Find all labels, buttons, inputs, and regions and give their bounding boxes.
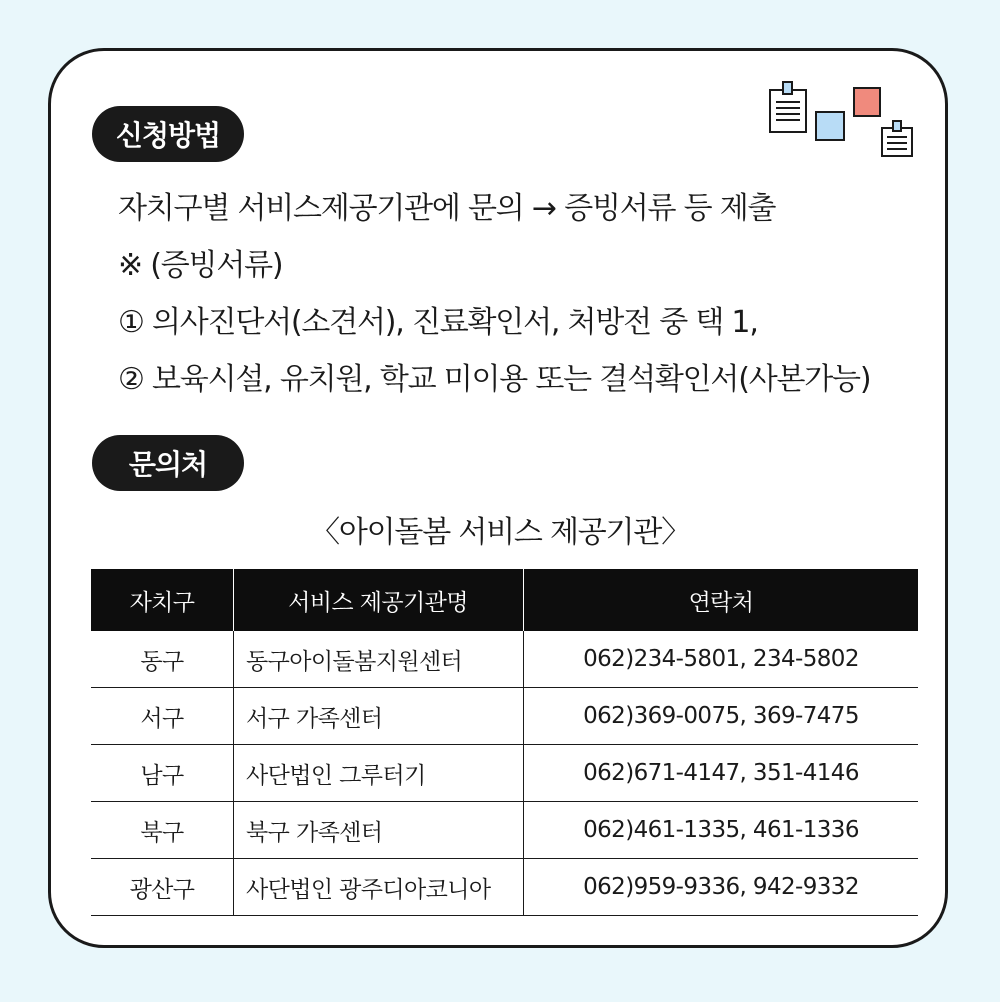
table-header-row (91, 569, 918, 631)
district-cell: 서구 (91, 688, 234, 745)
method-line-4: ② 보육시설, 유치원, 학교 미이용 또는 결석확인서(사본가능) (118, 362, 871, 397)
table-row (91, 631, 918, 688)
header-provider: 서비스 제공기관명 (234, 569, 524, 631)
phone-cell: 062)671-4147, 351-4146 (524, 745, 919, 802)
table-row (91, 745, 918, 802)
documents-illustration (764, 76, 924, 162)
district-cell: 동구 (91, 631, 234, 688)
method-line-3: ① 의사진단서(소견서), 진료확인서, 처방전 중 택 1, (118, 305, 758, 340)
clipboard-icon (882, 121, 912, 156)
provider-cell: 북구 가족센터 (234, 802, 524, 859)
contact-section-label: 문의처 (92, 435, 244, 491)
district-cell: 북구 (91, 802, 234, 859)
provider-table (91, 569, 918, 916)
phone-cell: 062)234-5801, 234-5802 (524, 631, 919, 688)
table-row (91, 859, 918, 916)
method-line-1: 자치구별 서비스제공기관에 문의 → 증빙서류 등 제출 (118, 191, 776, 226)
phone-cell: 062)369-0075, 369-7475 (524, 688, 919, 745)
district-cell: 광산구 (91, 859, 234, 916)
provider-table-title: 〈아이돌봄 서비스 제공기관〉 (310, 515, 690, 550)
header-phone: 연락처 (524, 569, 919, 631)
method-section-label: 신청방법 (92, 106, 244, 162)
header-district: 자치구 (91, 569, 234, 631)
provider-cell: 서구 가족센터 (234, 688, 524, 745)
district-cell: 남구 (91, 745, 234, 802)
table-row (91, 688, 918, 745)
sticky-note-icon (854, 88, 880, 116)
provider-cell: 동구아이돌봄지원센터 (234, 631, 524, 688)
provider-cell: 사단법인 그루터기 (234, 745, 524, 802)
phone-cell: 062)461-1335, 461-1336 (524, 802, 919, 859)
table-row (91, 802, 918, 859)
provider-cell: 사단법인 광주디아코니아 (234, 859, 524, 916)
clipboard-icon (770, 82, 806, 132)
method-line-2: ※ (증빙서류) (118, 248, 283, 283)
phone-cell: 062)959-9336, 942-9332 (524, 859, 919, 916)
sticky-note-icon (816, 112, 844, 140)
